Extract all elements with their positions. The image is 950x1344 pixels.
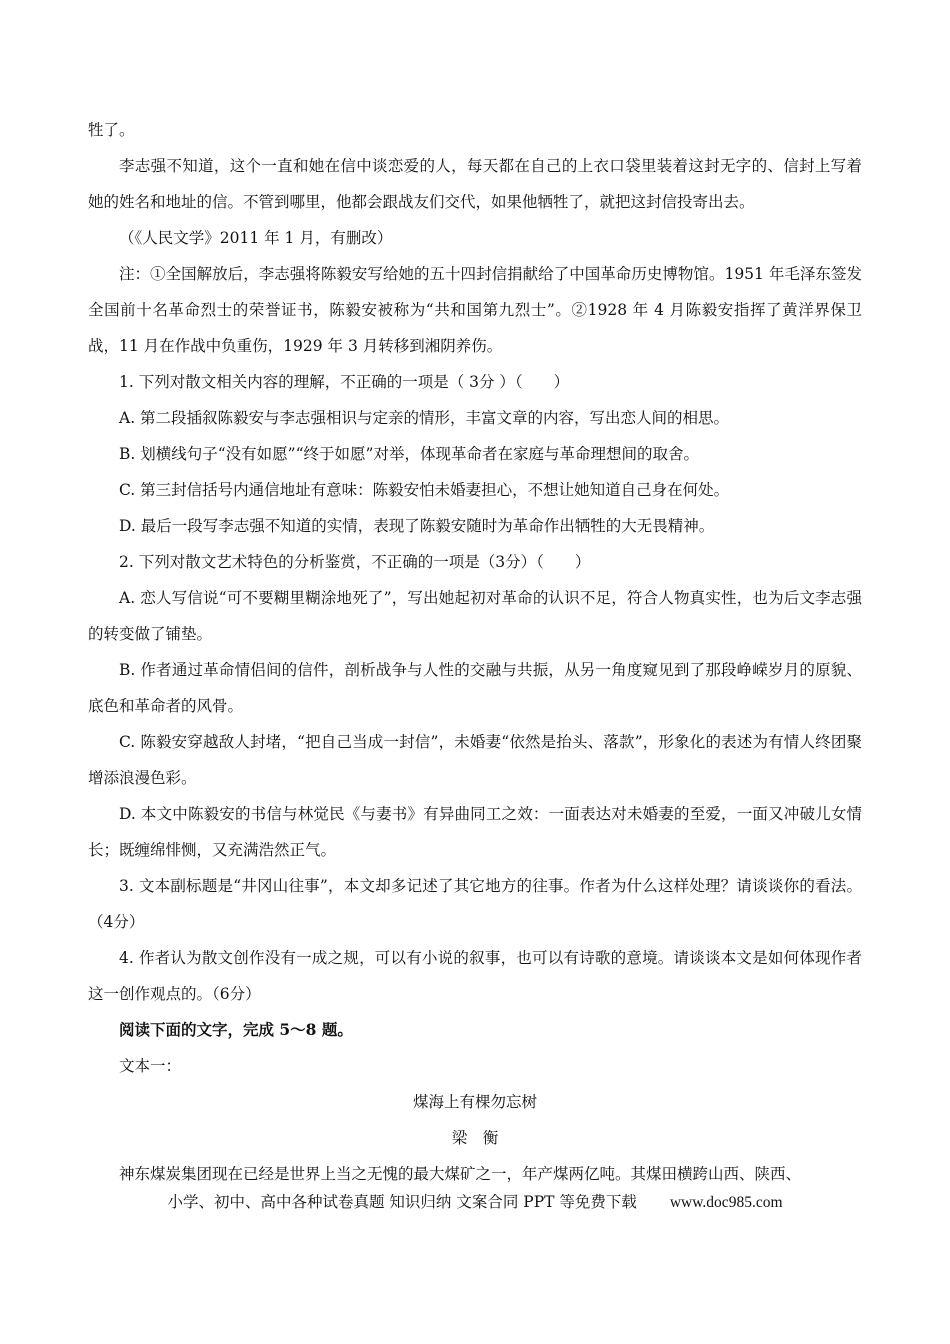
document-body [88, 112, 862, 1192]
notes: 注：①全国解放后，李志强将陈毅安写给她的五十四封信捐献给了中国革命历史博物馆。1951 年毛泽东签发全国前十名革命烈士的荣誉证书，陈毅安被称为“共和国第九烈士”。②1928 年 4 月陈毅安指挥了黄洋界保卫战，11 月在作战中负重伤，1929 年 3 月转移到湘阴养伤。 [88, 265, 862, 355]
text-one-label: 文本一： [119, 1057, 182, 1075]
section-instruction: 阅读下面的文字，完成 5～8 题。 [119, 1020, 353, 1039]
question-1-option-a: A. 第二段插叙陈毅安与李志强相识与定亲的情形，丰富文章的内容，写出恋人间的相思。 [119, 409, 730, 427]
footer-url[interactable]: www.doc985.com [669, 1194, 783, 1211]
paragraph-continuation: 牲了。 [88, 121, 135, 139]
question-1: 1. 下列对散文相关内容的理解，不正确的一项是（ 3分 ）（ ） [119, 373, 570, 391]
article-title: 煤海上有棵勿忘树 [412, 1093, 537, 1111]
question-2-option-b: B. 作者通过革命情侣间的信件，剖析战争与人性的交融与共振，从另一角度窥见到了那段峥嵘岁月的原貌、底色和革命者的风骨。 [88, 661, 862, 715]
question-2: 2. 下列对散文艺术特色的分析鉴赏，不正确的一项是（3分）（ ） [119, 553, 591, 571]
question-3: 3. 文本副标题是“井冈山往事”，本文却多记述了其它地方的往事。作者为什么这样处理？请谈谈你的看法。（4分） [88, 877, 862, 931]
page-footer [0, 1190, 950, 1215]
question-2-option-a: A. 恋人写信说“可不要糊里糊涂地死了”，写出她起初对革命的认识不足，符合人物真实性，也为后文李志强的转变做了铺垫。 [88, 589, 862, 643]
question-1-option-c: C. 第三封信括号内通信地址有意味：陈毅安怕未婚妻担心，不想让她知道自己身在何处。 [119, 481, 730, 499]
article-author: 梁 衡 [451, 1129, 499, 1147]
footer-text: 小学、初中、高中各种试卷真题 知识归纳 文案合同 PPT 等免费下载 [167, 1193, 637, 1211]
question-1-option-d: D. 最后一段写李志强不知道的实情，表现了陈毅安随时为革命作出牺牲的大无畏精神。 [119, 517, 715, 535]
source-citation: （《人民文学》2011 年 1 月，有删改） [119, 229, 393, 247]
paragraph-story-ending: 李志强不知道，这个一直和她在信中谈恋爱的人，每天都在自己的上衣口袋里装着这封无字的、信封上写着她的姓名和地址的信。不管到哪里，他都会跟战友们交代，如果他牺牲了，就把这封信投寄出去。 [88, 157, 862, 211]
article-first-line: 神东煤炭集团现在已经是世界上当之无愧的最大煤矿之一，年产煤两亿吨。其煤田横跨山西、陕西、 [119, 1165, 802, 1183]
question-2-option-c: C. 陈毅安穿越敌人封堵，“把自己当成一封信”，未婚妻“依然是抬头、落款”，形象化的表述为有情人终团聚增添浪漫色彩。 [88, 733, 862, 787]
question-4: 4. 作者认为散文创作没有一成之规，可以有小说的叙事，也可以有诗歌的意境。请谈谈本文是如何体现作者这一创作观点的。（6分） [88, 949, 862, 1003]
question-1-option-b: B. 划横线句子“没有如愿”“终于如愿”对举，体现革命者在家庭与革命理想间的取舍。 [119, 445, 699, 463]
question-2-option-d: D. 本文中陈毅安的书信与林觉民《与妻书》有异曲同工之效：一面表达对未婚妻的至爱，一面又冲破儿女情长；既缠绵悱恻，又充满浩然正气。 [88, 805, 862, 859]
